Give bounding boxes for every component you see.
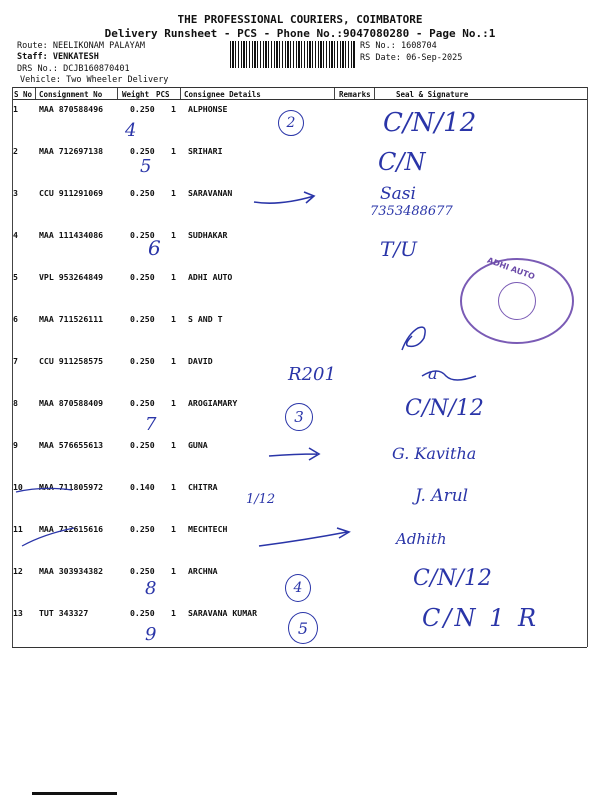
row-weight: 0.250 bbox=[130, 230, 155, 240]
col-divider bbox=[35, 88, 36, 99]
table-bottom-rule bbox=[12, 647, 587, 648]
handwritten-stroke bbox=[420, 364, 480, 386]
header-bottom-rule bbox=[12, 99, 587, 100]
row-sno: 12 bbox=[13, 566, 23, 576]
col-header-pcs: PCS bbox=[156, 90, 170, 99]
staff-value: VENKATESH bbox=[52, 52, 99, 62]
row-consignee: SARAVANAN bbox=[188, 188, 233, 198]
row-consignment: MAA 303934382 bbox=[39, 566, 104, 576]
col-header-consignee: Consignee Details bbox=[184, 90, 261, 99]
handwritten-note: 1/12 bbox=[246, 492, 276, 507]
vehicle-line bbox=[20, 75, 168, 85]
rs-date-value: 06-Sep-2025 bbox=[406, 53, 463, 63]
handwritten-remark: R201 bbox=[288, 364, 336, 385]
handwritten-arrow bbox=[265, 442, 325, 466]
row-weight: 0.250 bbox=[130, 608, 155, 618]
drs-line bbox=[17, 64, 130, 74]
row-pcs: 1 bbox=[171, 608, 176, 618]
handwritten-signature: a bbox=[428, 364, 438, 383]
row-weight: 0.250 bbox=[130, 524, 155, 534]
row-consignee: GUNA bbox=[188, 440, 208, 450]
barcode bbox=[230, 41, 355, 68]
staff-label: Staff: bbox=[17, 52, 48, 62]
row-weight: 0.250 bbox=[130, 146, 155, 156]
handwritten-strike bbox=[14, 482, 74, 496]
row-pcs: 1 bbox=[171, 314, 176, 324]
table-top-rule bbox=[12, 87, 587, 88]
row-consignee: ALPHONSE bbox=[188, 104, 228, 114]
drs-label: DRS No.: bbox=[17, 64, 58, 74]
row-sno: 13 bbox=[13, 608, 23, 618]
handwritten-count: 7 bbox=[145, 414, 157, 435]
rs-no-line bbox=[360, 41, 437, 51]
row-weight: 0.140 bbox=[130, 482, 155, 492]
table-left-border bbox=[12, 87, 13, 647]
row-consignee: CHITRA bbox=[188, 482, 218, 492]
row-consignment: MAA 111434086 bbox=[39, 230, 104, 240]
row-consignment: MAA 711526111 bbox=[39, 314, 104, 324]
row-pcs: 1 bbox=[171, 146, 176, 156]
row-sno: 7 bbox=[13, 356, 18, 366]
handwritten-arrow bbox=[255, 526, 355, 552]
row-consignment: CCU 911291069 bbox=[39, 188, 104, 198]
handwritten-signature: C/N 1 R bbox=[422, 604, 540, 632]
handwritten-signature: Adhith bbox=[396, 530, 447, 548]
handwritten-signature: Sasi bbox=[380, 184, 416, 204]
runsheet-subtitle: Delivery Runsheet - PCS - Phone No.:9047080280 - Page No.:1 bbox=[104, 27, 496, 40]
vehicle-value: Two Wheeler Delivery bbox=[66, 75, 169, 85]
row-consignment: MAA 712697138 bbox=[39, 146, 104, 156]
handwritten-signature: J. Arul bbox=[415, 486, 469, 506]
rs-date-line bbox=[360, 53, 462, 63]
row-sno: 4 bbox=[13, 230, 18, 240]
row-sno: 10 bbox=[13, 482, 23, 492]
col-header-remarks: Remarks bbox=[339, 90, 371, 99]
route-value: NEELIKONAM PALAYAM bbox=[52, 41, 145, 51]
row-weight: 0.250 bbox=[130, 398, 155, 408]
handwritten-count: 5 bbox=[140, 156, 152, 177]
row-consignee: SRIHARI bbox=[188, 146, 223, 156]
company-title: THE PROFESSIONAL COURIERS, COIMBATORE bbox=[177, 13, 423, 26]
rs-no-label: RS No.: bbox=[360, 41, 396, 51]
handwritten-signature: C/N/12 bbox=[405, 396, 484, 421]
handwritten-circled-number: 4 bbox=[285, 574, 311, 602]
handwritten-count: 8 bbox=[145, 578, 157, 599]
table-right-border bbox=[587, 87, 588, 647]
drs-value: DCJB160870401 bbox=[63, 64, 130, 74]
vehicle-label: Vehicle: bbox=[20, 75, 61, 85]
col-header-sno: S No bbox=[14, 90, 33, 99]
row-consignment: MAA 711805972 bbox=[39, 482, 104, 492]
row-sno: 8 bbox=[13, 398, 18, 408]
row-weight: 0.250 bbox=[130, 566, 155, 576]
row-pcs: 1 bbox=[171, 272, 176, 282]
row-pcs: 1 bbox=[171, 482, 176, 492]
route-line bbox=[17, 41, 145, 51]
row-consignment: MAA 870588409 bbox=[39, 398, 104, 408]
row-sno: 9 bbox=[13, 440, 18, 450]
col-header-consignment: Consignment No bbox=[39, 90, 103, 99]
row-sno: 3 bbox=[13, 188, 18, 198]
row-weight: 0.250 bbox=[130, 188, 155, 198]
col-header-seal: Seal & Signature bbox=[396, 90, 469, 99]
rs-no-value: 1608704 bbox=[400, 41, 437, 51]
handwritten-circled-number: 2 bbox=[278, 110, 304, 136]
staff-line bbox=[17, 52, 99, 62]
row-pcs: 1 bbox=[171, 566, 176, 576]
row-weight: 0.250 bbox=[130, 314, 155, 324]
row-pcs: 1 bbox=[171, 104, 176, 114]
row-consignee: MECHTECH bbox=[188, 524, 228, 534]
rs-date-label: RS Date: bbox=[360, 53, 401, 63]
row-sno: 6 bbox=[13, 314, 18, 324]
stamp-inner-ring bbox=[498, 282, 536, 320]
handwritten-count: 6 bbox=[148, 236, 161, 260]
row-consignment: VPL 953264849 bbox=[39, 272, 104, 282]
row-consignment: MAA 576655613 bbox=[39, 440, 104, 450]
col-divider bbox=[374, 88, 375, 99]
row-consignment: TUT 343327 bbox=[39, 608, 89, 618]
row-pcs: 1 bbox=[171, 398, 176, 408]
row-consignee: S AND T bbox=[188, 314, 223, 324]
handwritten-signature: C/N/12 bbox=[413, 566, 492, 591]
row-pcs: 1 bbox=[171, 524, 176, 534]
row-sno: 2 bbox=[13, 146, 18, 156]
row-pcs: 1 bbox=[171, 440, 176, 450]
row-pcs: 1 bbox=[171, 188, 176, 198]
row-consignee: SUDHAKAR bbox=[188, 230, 228, 240]
handwritten-circled-number: 3 bbox=[285, 403, 313, 431]
company-stamp bbox=[460, 255, 574, 344]
col-divider bbox=[334, 88, 335, 99]
row-consignee: SARAVANA KUMAR bbox=[188, 608, 258, 618]
handwritten-signature: C/N bbox=[378, 148, 426, 176]
row-weight: 0.250 bbox=[130, 356, 155, 366]
handwritten-scribble bbox=[398, 318, 434, 354]
handwritten-circled-number: 5 bbox=[288, 612, 318, 644]
row-pcs: 1 bbox=[171, 356, 176, 366]
col-divider bbox=[117, 88, 118, 99]
handwritten-arrow bbox=[250, 188, 320, 212]
row-consignee: ADHI AUTO bbox=[188, 272, 233, 282]
row-consignment: MAA 712615616 bbox=[39, 524, 104, 534]
handwritten-signature: C/N/12 bbox=[383, 108, 477, 138]
row-pcs: 1 bbox=[171, 230, 176, 240]
route-label: Route: bbox=[17, 41, 48, 51]
handwritten-count: 4 bbox=[125, 120, 137, 141]
bottom-edge-mark bbox=[32, 792, 117, 795]
row-sno: 11 bbox=[13, 524, 23, 534]
row-sno: 5 bbox=[13, 272, 18, 282]
handwritten-phone: 7353488677 bbox=[370, 204, 453, 219]
row-consignee: AROGIAMARY bbox=[188, 398, 238, 408]
stamp-text: ADHI AUTO bbox=[485, 255, 537, 282]
row-sno: 1 bbox=[13, 104, 18, 114]
row-consignment: MAA 870588496 bbox=[39, 104, 104, 114]
row-weight: 0.250 bbox=[130, 440, 155, 450]
col-divider bbox=[180, 88, 181, 99]
row-consignment: CCU 911258575 bbox=[39, 356, 104, 366]
row-weight: 0.250 bbox=[130, 272, 155, 282]
handwritten-count: 9 bbox=[145, 624, 157, 645]
row-consignee: DAVID bbox=[188, 356, 213, 366]
handwritten-signature: T/U bbox=[380, 237, 417, 261]
col-header-weight: Weight bbox=[122, 90, 150, 99]
row-weight: 0.250 bbox=[130, 104, 155, 114]
row-consignee: ARCHNA bbox=[188, 566, 218, 576]
handwritten-signature: G. Kavitha bbox=[392, 444, 477, 463]
handwritten-strike bbox=[18, 524, 78, 550]
